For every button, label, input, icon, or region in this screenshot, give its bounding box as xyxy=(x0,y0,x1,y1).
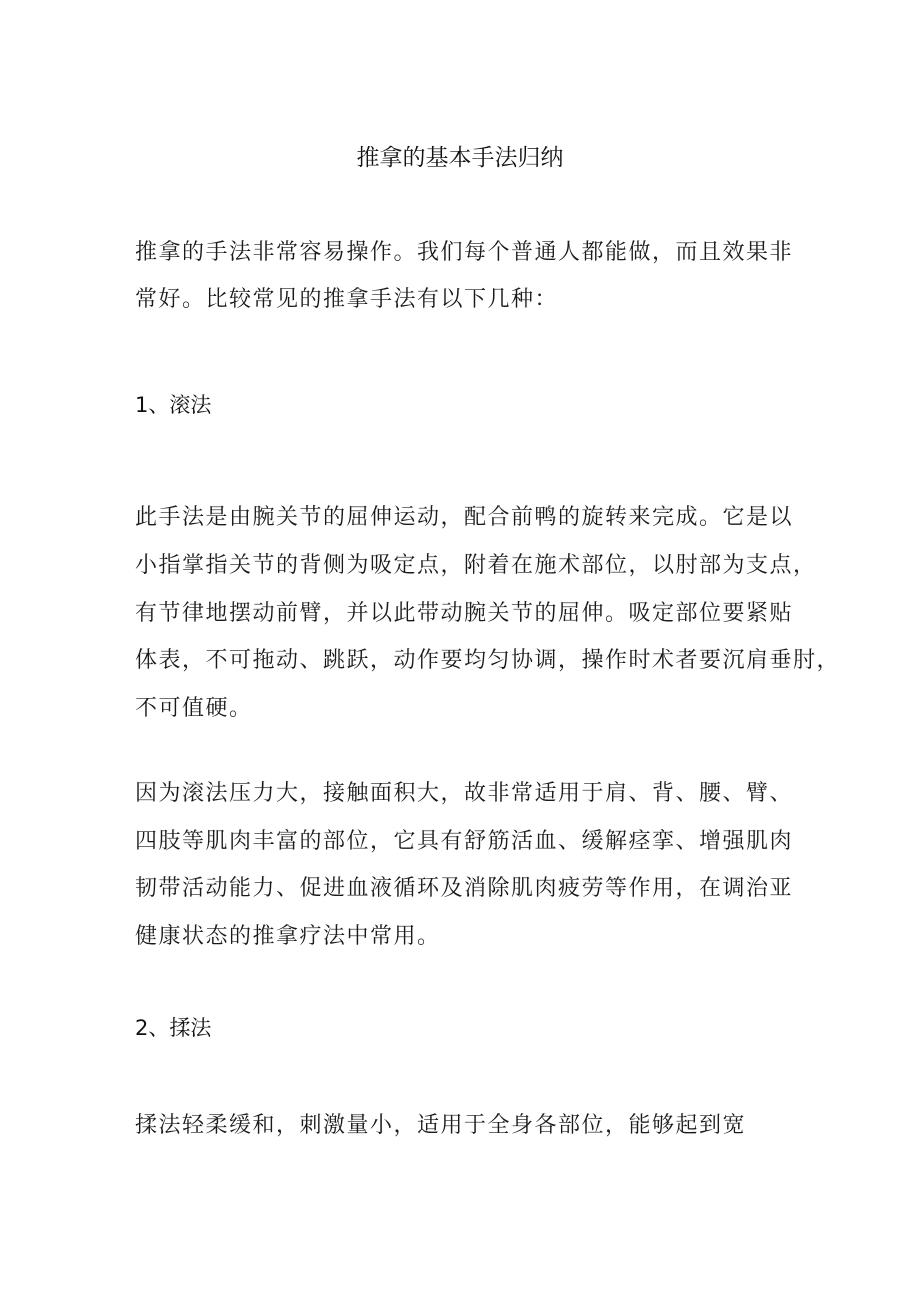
section-heading: 2、揉法 xyxy=(135,1016,212,1040)
paragraph-line: 此手法是由腕关节的屈伸运动，配合前鸭的旋转来完成。它是以 xyxy=(135,505,794,530)
paragraph-line: 小指掌指关节的背侧为吸定点，附着在施术部位，以肘部为支点， xyxy=(135,553,817,578)
paragraph-line: 常好。比较常见的推拿手法有以下几种： xyxy=(135,287,559,312)
paragraph-line: 不可值硬。 xyxy=(135,696,253,721)
paragraph-line: 因为滚法压力大，接触面积大，故非常适用于肩、背、腰、臂、 xyxy=(135,781,794,806)
paragraph-line: 推拿的手法非常容易操作。我们每个普通人都能做，而且效果非 xyxy=(135,240,794,265)
paragraph-line: 揉法轻柔缓和，刺激量小，适用于全身各部位，能够起到宽 xyxy=(135,1113,747,1138)
paragraph-line: 体表，不可拖动、跳跃，动作要均匀协调，操作时术者要沉肩垂肘， xyxy=(135,648,841,673)
document-title: 推拿的基本手法归纳 xyxy=(356,145,564,171)
section-heading: 1、滚法 xyxy=(135,393,212,417)
paragraph-line: 健康状态的推拿疗法中常用。 xyxy=(135,924,441,949)
paragraph-line: 四肢等肌肉丰富的部位，它具有舒筋活血、缓解痉挛、增强肌肉 xyxy=(135,829,794,854)
paragraph-line: 韧带活动能力、促进血液循环及消除肌肉疲劳等作用，在调治亚 xyxy=(135,876,794,901)
paragraph-line: 有节律地摆动前臂，并以此带动腕关节的屈伸。吸定部位要紧贴 xyxy=(135,601,794,626)
